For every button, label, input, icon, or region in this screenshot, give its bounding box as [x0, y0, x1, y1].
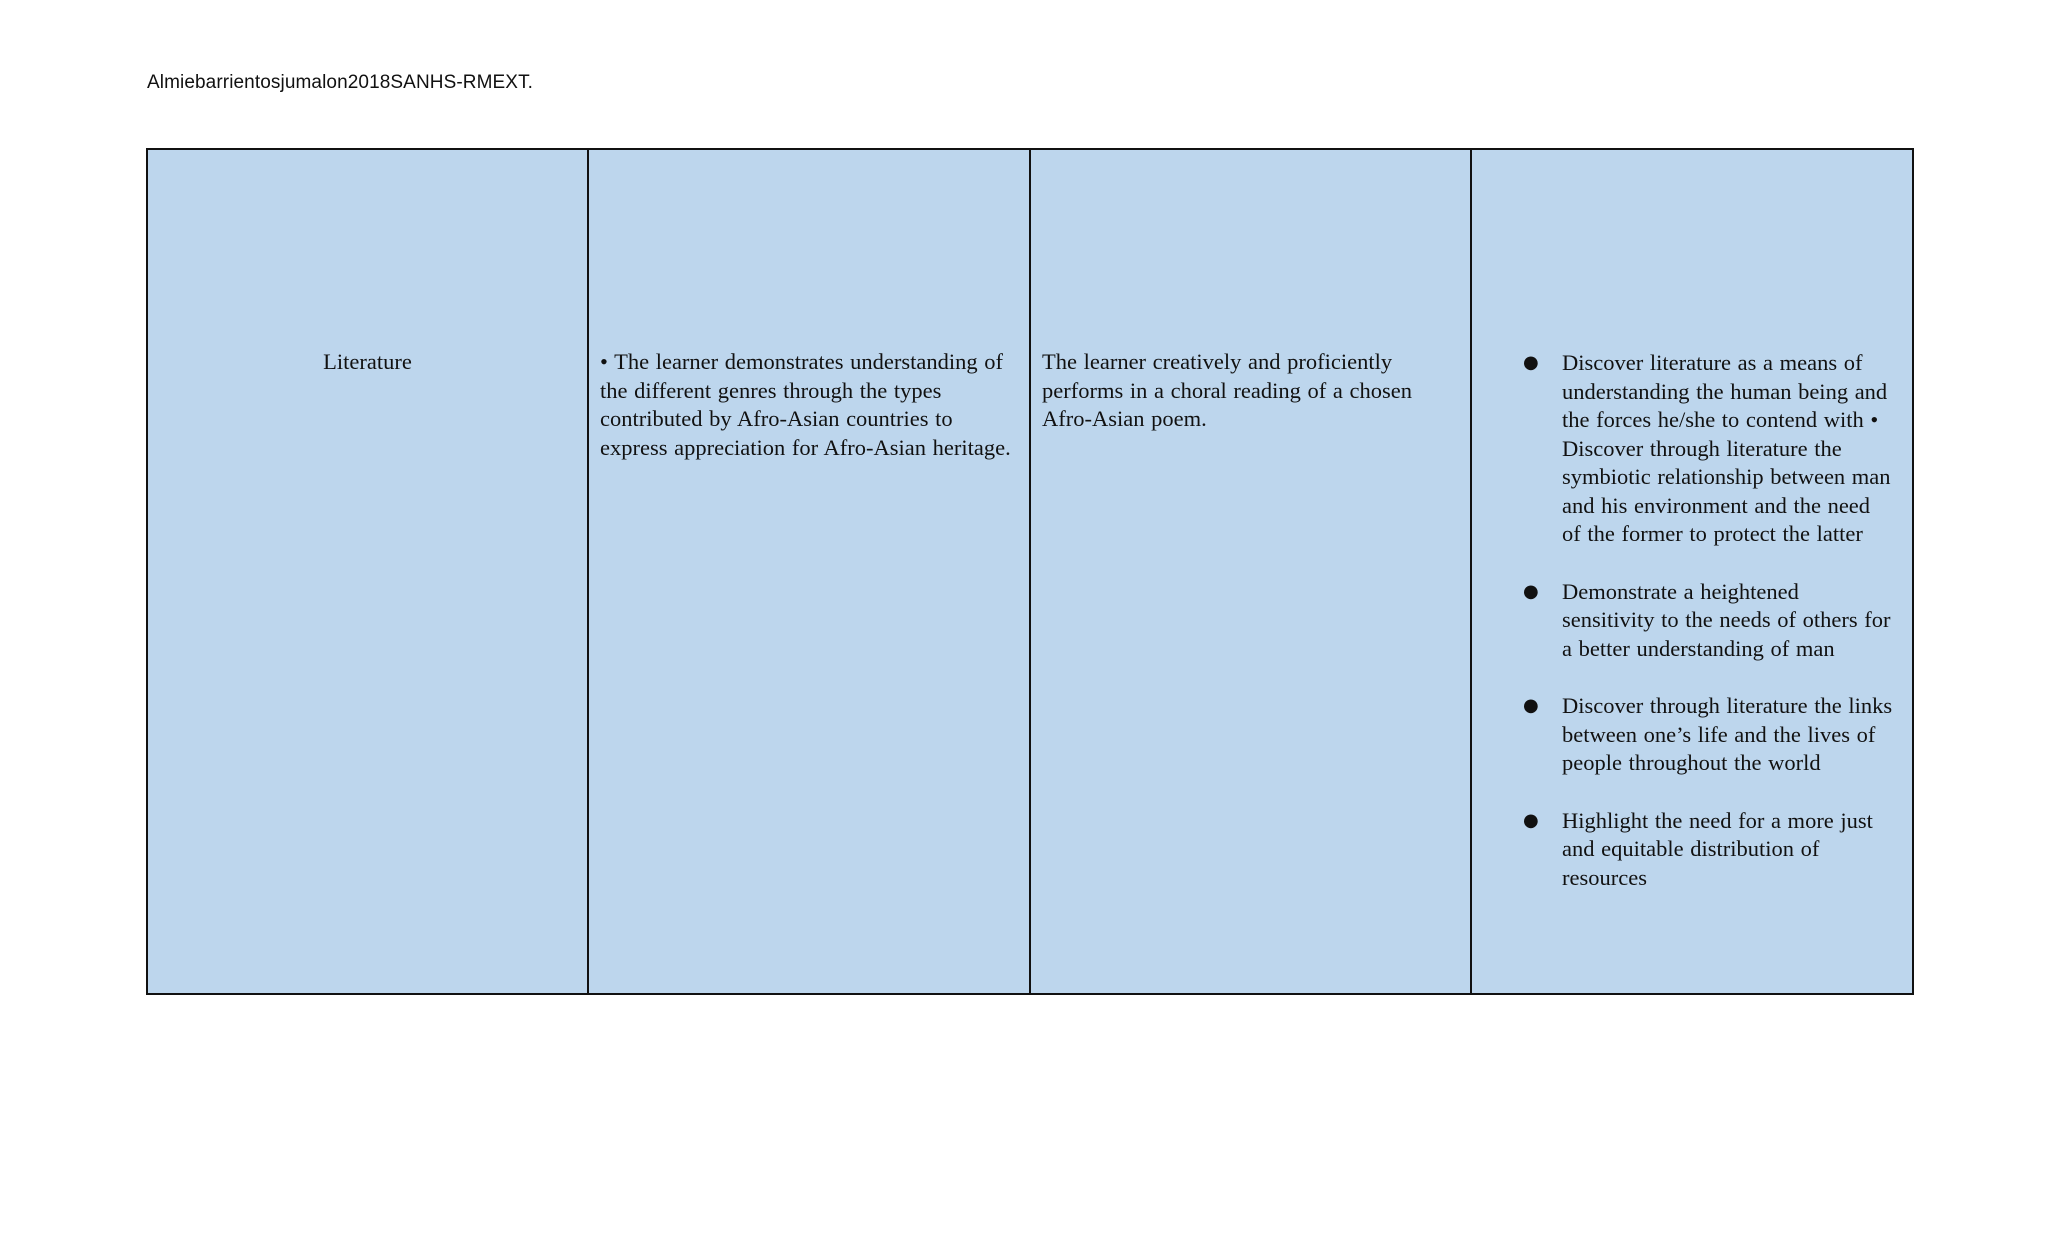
list-item	[1523, 578, 1894, 664]
bullet-icon: ●	[1523, 809, 1539, 831]
performance-standard-text: The learner creatively and proficiently performs in a choral reading of a chosen Afro-Asian poem.	[1042, 349, 1412, 431]
bullet-icon: ●	[1523, 695, 1539, 716]
performance-standard-cell	[1030, 149, 1471, 994]
list-item	[1523, 807, 1894, 893]
document-header: Almiebarrientosjumalon2018SANHS-RMEXT.	[147, 72, 534, 93]
table-row	[147, 149, 1913, 994]
list-item	[1523, 692, 1894, 778]
bullet-icon: ●	[1523, 352, 1539, 373]
list-item	[1523, 349, 1894, 549]
learning-outcomes-list	[1472, 150, 1912, 892]
outcome-text: Demonstrate a heightened sensitivity to the needs of others for a better understanding of man	[1562, 578, 1891, 661]
content-standard-text: • The learner demonstrates understanding of the different genres through the types contributed by Afro-Asian countries to express appreciation for Afro-Asian heritage.	[600, 349, 1011, 460]
learning-outcomes-cell	[1471, 149, 1913, 994]
bullet-icon: ●	[1523, 580, 1539, 602]
content-standard-cell	[588, 149, 1030, 994]
curriculum-table	[146, 148, 1914, 995]
outcome-text: Discover literature as a means of understanding the human being and the forces he/she to contend with • Discover through literature the symbiotic relationship between man and his environment and the need of the former to protect the latter	[1562, 350, 1891, 546]
outcome-text: Discover through literature the links between one’s life and the lives of people throughout the world	[1562, 693, 1893, 775]
subject-text: Literature	[323, 349, 412, 374]
subject-cell	[147, 149, 588, 994]
outcome-text: Highlight the need for a more just and equitable distribution of resources	[1562, 807, 1873, 890]
